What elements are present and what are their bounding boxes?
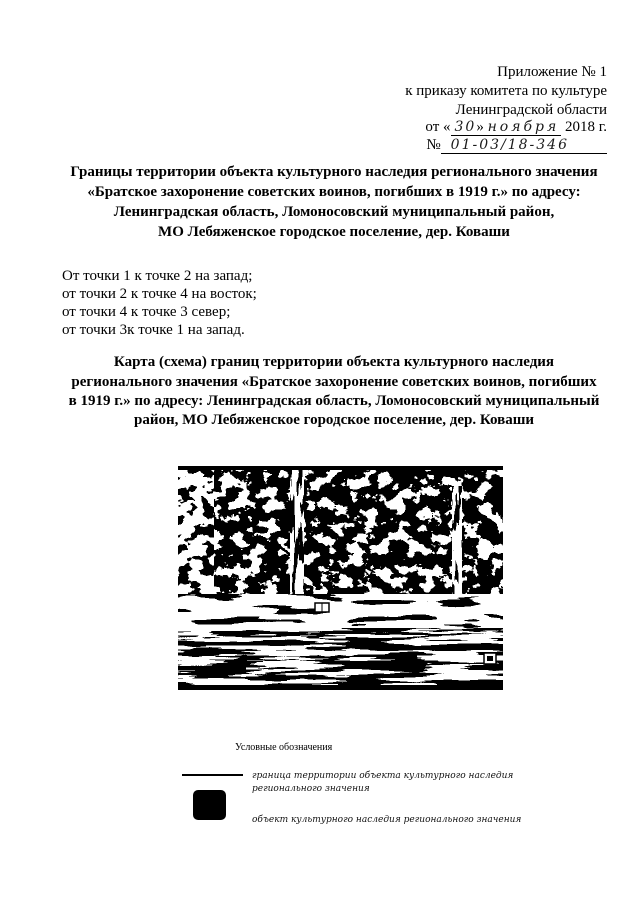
date-prefix: от « xyxy=(425,119,451,135)
number-underline xyxy=(441,137,607,154)
map-title-line-1: Карта (схема) границ территории объекта культурного наследия xyxy=(113,354,555,370)
legend-boundary-line-symbol xyxy=(182,774,243,776)
region-line: Ленинградской области xyxy=(455,102,607,118)
direction-item-4: от точки 3к точке 1 на запад. xyxy=(62,322,245,338)
date-month: ноября xyxy=(487,119,560,135)
order-date xyxy=(425,118,607,136)
number-prefix: № xyxy=(426,137,441,153)
order-line: к приказу комитета по культуре xyxy=(405,83,607,99)
map-texture-left-clearing xyxy=(178,466,214,606)
map-bottom-edge xyxy=(178,685,503,690)
legend-heading: Условные обозначения xyxy=(235,742,333,753)
legend-boundary-label-1: граница территории объекта культурного наследия xyxy=(252,771,514,781)
legend-boundary-label-2: регионального значения xyxy=(252,784,370,794)
title-line-1: Границы территории объекта культурного наследия регионального значения xyxy=(70,164,598,180)
date-handwritten xyxy=(451,119,562,136)
map-marker-point xyxy=(484,653,496,664)
map-texture-road xyxy=(178,594,503,628)
number-value: 01-03/18-346 xyxy=(450,137,569,153)
map-texture-trunk-1 xyxy=(290,466,304,596)
map-texture-field xyxy=(178,628,503,690)
direction-item-2: от точки 2 к точке 4 на восток; xyxy=(62,286,257,302)
map-top-edge xyxy=(178,466,503,470)
date-close-quote: » xyxy=(476,119,484,135)
map-title-line-2: регионального значения «Братское захоронение советских воинов, погибших xyxy=(71,374,597,390)
legend-object-label: объект культурного наследия регионального значения xyxy=(252,815,522,825)
map-marker-object xyxy=(315,603,329,612)
map-image xyxy=(178,466,503,690)
date-day: 30 xyxy=(454,119,477,135)
title-line-2: «Братское захоронение советских воинов, погибших в 1919 г.» по адресу: xyxy=(87,184,581,200)
map-svg xyxy=(178,466,503,690)
title-line-3: Ленинградская область, Ломоносовский муниципальный район, xyxy=(113,204,555,220)
legend-object-symbol xyxy=(193,790,226,820)
map-texture-trunk-2 xyxy=(452,486,462,596)
appendix-label: Приложение № 1 xyxy=(497,64,607,80)
order-number xyxy=(426,136,607,154)
date-year: 2018 г. xyxy=(565,119,607,135)
map-title-line-4: район, МО Лебяженское городское поселение, дер. Коваши xyxy=(133,412,535,428)
direction-item-3: от точки 4 к точке 3 север; xyxy=(62,304,231,320)
direction-item-1: От точки 1 к точке 2 на запад; xyxy=(62,268,253,284)
title-line-4: МО Лебяженское городское поселение, дер. Коваши xyxy=(158,224,510,240)
map-title-line-3: в 1919 г.» по адресу: Ленинградская область, Ломоносовский муниципальный xyxy=(68,393,600,409)
